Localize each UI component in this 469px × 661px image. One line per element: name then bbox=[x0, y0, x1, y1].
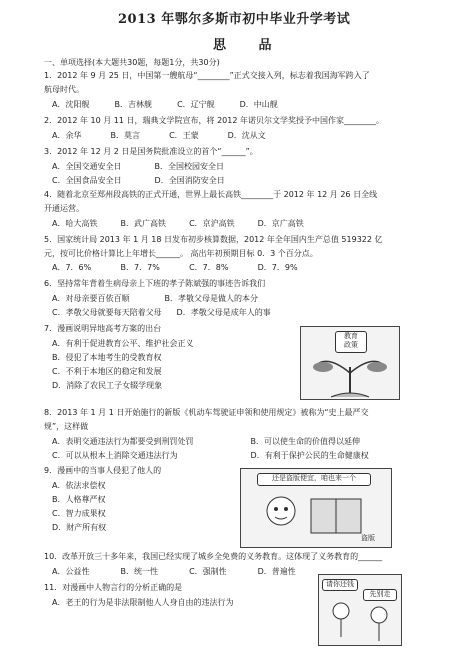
question-4-line-1: 4．随着北京至郑州段高铁的正式开通，世界上最长高铁________于 2012 年 12 月 26 日全线 bbox=[44, 190, 378, 199]
option-b[interactable]: B．7．7% bbox=[120, 263, 160, 272]
question-2-line-1: 2．2012 年 10 月 11 日，瑞典文学院宣布，将 2012 年诺贝尔文学奖授予中国作家________。 bbox=[44, 116, 384, 125]
option-b[interactable]: B．吉林舰 bbox=[114, 100, 153, 109]
section-heading: 一、单项选择(本大题共30题，每题1分，共30分) bbox=[44, 58, 220, 67]
question-5-line-2: 元，按可比价格计算比上年增长______。 高出年初预期目标 0．3 个百分点。 bbox=[44, 249, 318, 258]
question-3-options-row-1 bbox=[52, 162, 224, 172]
exam-title: 2013 年鄂尔多斯市初中毕业升学考试 bbox=[118, 12, 351, 27]
question-5-line-1: 5．国家统计局 2013 年 1 月 18 日发布初步核算数据，2012 年全年国内生产总值 519322 亿 bbox=[44, 235, 383, 244]
q11-cartoon-speech-right: 先别走 bbox=[363, 589, 397, 601]
question-10-line-1: 10．改革开放三十多年来，我国已经实现了城乡全免费的义务教育。这体现了义务教育的______ bbox=[44, 552, 383, 561]
question-1-line-2: 航母时代。 bbox=[44, 85, 84, 94]
option-a[interactable]: A．对母亲要百依百顺 bbox=[52, 294, 130, 303]
question-3-options-row-2 bbox=[52, 176, 225, 186]
option-d[interactable]: D．孝敬父母是成年人的事 bbox=[176, 308, 271, 317]
q9-cartoon-image bbox=[240, 468, 392, 548]
option-c[interactable]: C．辽宁舰 bbox=[177, 100, 215, 109]
question-7-option-a[interactable]: A．有利于促进教育公平、维护社会正义 bbox=[52, 339, 194, 348]
question-1-options bbox=[52, 100, 278, 110]
question-3-line-1: 3．2012 年 12 月 2 日是国务院批准设立的首个“______”。 bbox=[44, 147, 258, 156]
option-a[interactable]: A．沈阳舰 bbox=[52, 100, 90, 109]
question-5-options bbox=[52, 263, 298, 273]
question-6-options-row-2 bbox=[52, 308, 271, 318]
question-7-option-b[interactable]: B．侵犯了本地考生的受教育权 bbox=[52, 353, 162, 362]
q7-cartoon-image bbox=[300, 326, 400, 400]
option-a[interactable]: A．公益性 bbox=[52, 567, 90, 576]
option-c[interactable]: C．全国食品安全日 bbox=[52, 176, 122, 185]
option-a[interactable]: A．余华 bbox=[52, 131, 82, 140]
q11-cartoon-speech-left: 请你还钱 bbox=[322, 579, 358, 591]
question-8-line-2: 规”，这样做 bbox=[44, 422, 89, 431]
question-9-option-d[interactable]: D．财产所有权 bbox=[52, 523, 107, 532]
option-a[interactable]: A．哈大高铁 bbox=[52, 219, 98, 228]
question-1-line-1: 1．2012 年 9 月 25 日，中国第一艘航母“________”正式交接入列，标志着我国海军跨入了 bbox=[44, 71, 370, 80]
question-4-line-2: 开通运营。 bbox=[44, 204, 84, 213]
question-9-line-1: 9．漫画中的当事人侵犯了他人的 bbox=[44, 466, 162, 475]
option-d[interactable]: D．中山舰 bbox=[239, 100, 278, 109]
option-b[interactable]: B．统一性 bbox=[120, 567, 159, 576]
option-a[interactable]: A．表明交通违法行为都要受到刑罚处罚 bbox=[52, 437, 194, 446]
option-b[interactable]: B．全国校园安全日 bbox=[154, 162, 225, 171]
option-b[interactable]: B．莫言 bbox=[110, 131, 141, 140]
option-a[interactable]: A．全国交通安全日 bbox=[52, 162, 122, 171]
question-6-line-1: 6．坚持常年背着生病母亲上下班的孝子陈斌强的事迹告诉我们 bbox=[44, 279, 266, 288]
question-8-options-row-1 bbox=[52, 437, 360, 447]
question-2-options bbox=[52, 131, 266, 141]
question-6-options-row-1 bbox=[52, 294, 258, 304]
option-d[interactable]: D．京广高铁 bbox=[257, 219, 304, 228]
question-8-line-1: 8．2013 年 1 月 1 日开始施行的新版《机动车驾驶证申领和使用规定》被称为“史上最严交 bbox=[44, 408, 369, 417]
question-11-option-a[interactable]: A．老王的行为是非法限制他人人身自由的违法行为 bbox=[52, 598, 234, 607]
question-9-option-c[interactable]: C．智力成果权 bbox=[52, 509, 106, 518]
question-7-line-1: 7．漫画说明异地高考方案的出台 bbox=[44, 324, 162, 333]
question-4-options bbox=[52, 219, 304, 229]
option-d[interactable]: D．7．9% bbox=[257, 263, 298, 272]
q7-cartoon-sign: 教育 政策 bbox=[335, 331, 367, 353]
option-d[interactable]: D．全国消防安全日 bbox=[154, 176, 225, 185]
option-b[interactable]: B．可以使生命的价值得以延伸 bbox=[250, 437, 361, 446]
question-10-options bbox=[52, 567, 296, 577]
question-9-option-a[interactable]: A．依法求偿权 bbox=[52, 481, 106, 490]
q9-cartoon-caption: 盗版 bbox=[361, 534, 375, 542]
option-c[interactable]: C．京沪高铁 bbox=[189, 219, 235, 228]
option-d[interactable]: D．有利于保护公民的生命健康权 bbox=[250, 451, 369, 460]
option-c[interactable]: C．王蒙 bbox=[169, 131, 199, 140]
option-b[interactable]: B．武广高铁 bbox=[120, 219, 167, 228]
option-c[interactable]: C．强制性 bbox=[189, 567, 227, 576]
question-11-line-1: 11．对漫画中人物言行的分析正确的是 bbox=[44, 583, 183, 592]
option-d[interactable]: D．沈从文 bbox=[227, 131, 266, 140]
option-b[interactable]: B．孝敬父母是做人的本分 bbox=[164, 294, 259, 303]
option-d[interactable]: D．普遍性 bbox=[257, 567, 296, 576]
question-8-options-row-2 bbox=[52, 451, 369, 461]
q9-cartoon-speech: 还是盗版便宜，咱也来一个 bbox=[257, 473, 371, 486]
option-a[interactable]: A．7．6% bbox=[52, 263, 92, 272]
subject-title: 思 品 bbox=[213, 38, 286, 53]
question-9-option-b[interactable]: B．人格尊严权 bbox=[52, 495, 106, 504]
option-c[interactable]: C．7．8% bbox=[189, 263, 229, 272]
option-c[interactable]: C．可以从根本上消除交通违法行为 bbox=[52, 451, 178, 460]
q11-cartoon-image bbox=[318, 574, 402, 646]
question-7-option-d[interactable]: D．消除了农民工子女辍学现象 bbox=[52, 381, 163, 390]
option-c[interactable]: C．孝敬父母就要每天陪着父母 bbox=[52, 308, 162, 317]
question-7-option-c[interactable]: C．不利于本地区的稳定和发展 bbox=[52, 367, 162, 376]
